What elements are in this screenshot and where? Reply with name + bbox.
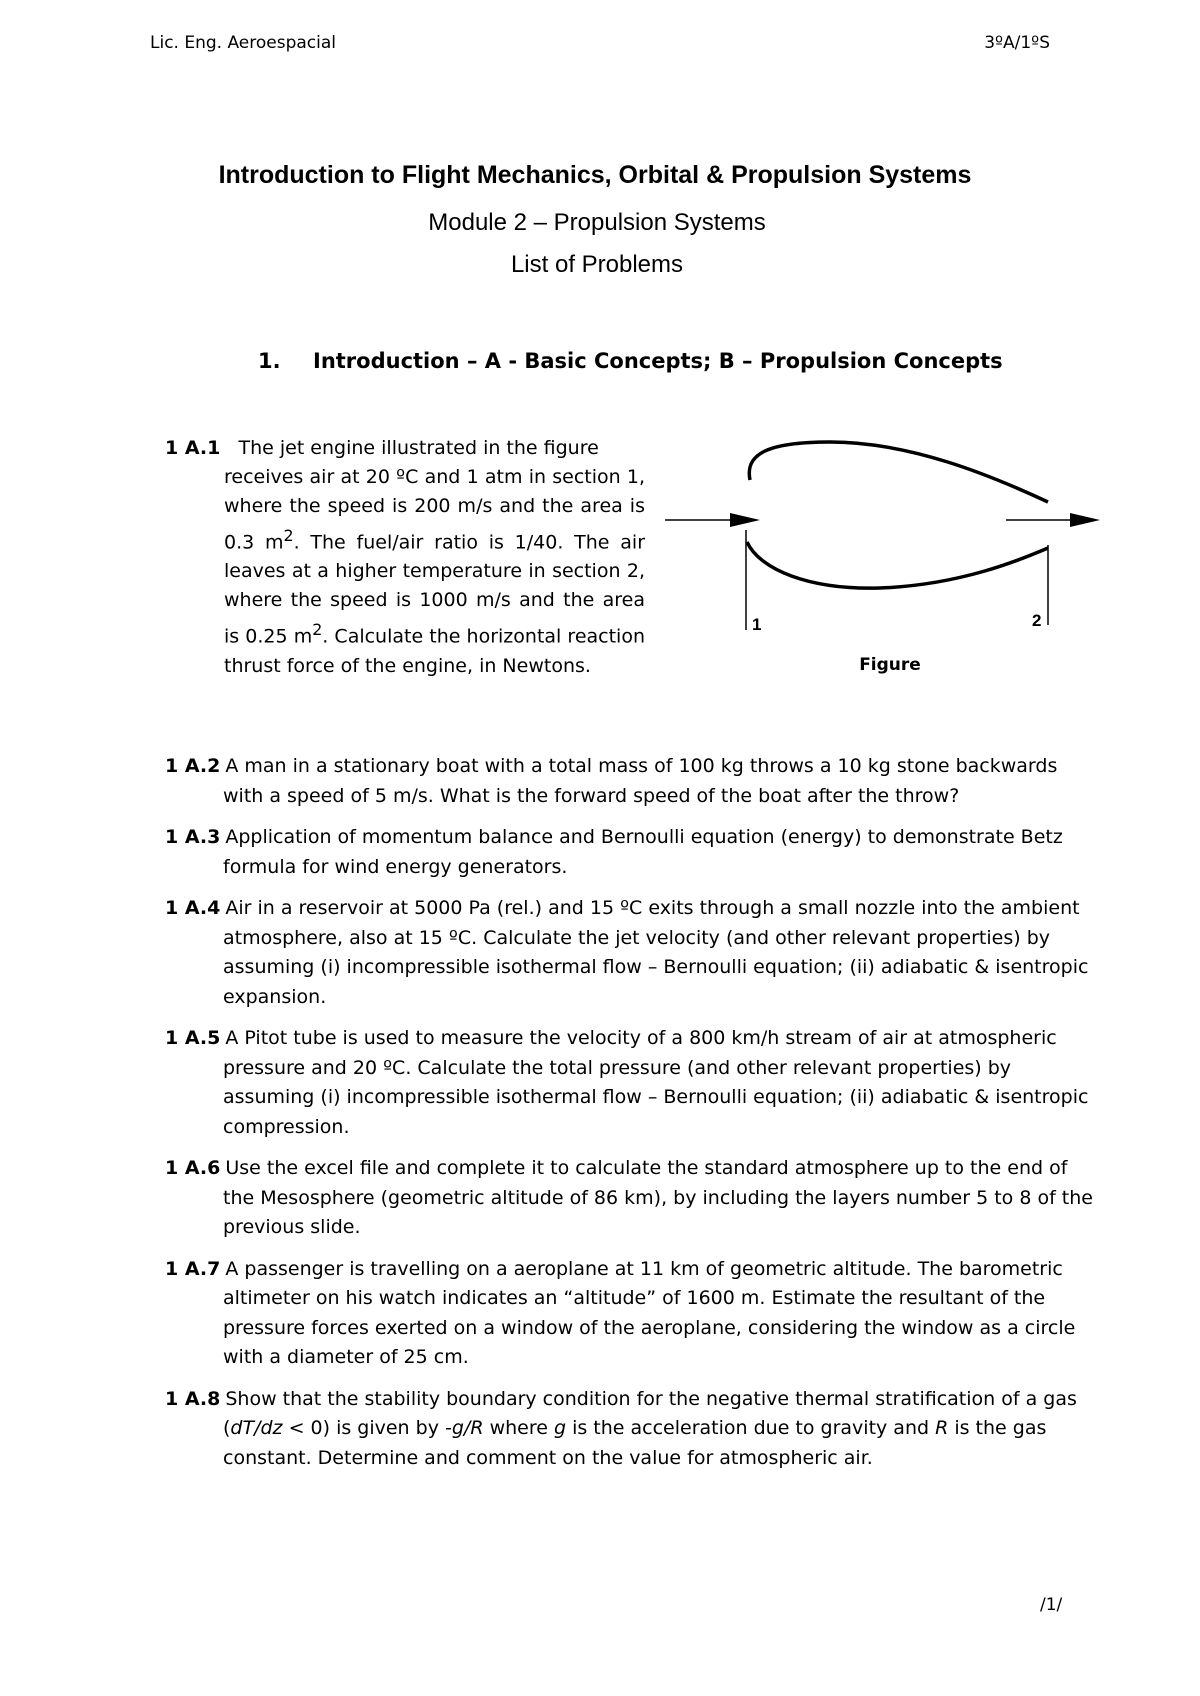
problem-text: is the gas constant. Determine and comment on the value for atmospheric air. — [223, 1417, 1047, 1469]
problem-text: Use the excel file and complete it to calculate the standard atmosphere up to the end of the Mesosphere (geometric altitude of 86 km), by including the layers number 5 to 8 of the previous slide. — [223, 1157, 1093, 1238]
engine-upper-wall — [749, 442, 1048, 502]
problem-1A1 — [165, 434, 645, 681]
problem-id: 1 A.6 — [165, 1157, 221, 1179]
module-subtitle: Module 2 – Propulsion Systems — [428, 209, 766, 236]
list-subtitle: List of Problems — [510, 251, 684, 278]
problem-text: Show that the stability boundary condition for the negative thermal stratification of a gas ( — [223, 1387, 1077, 1439]
problem-id: 1 A.4 — [165, 897, 221, 919]
superscript: 2 — [283, 526, 294, 545]
problem-1A2 — [165, 752, 1100, 811]
document-title: Introduction to Flight Mechanics, Orbital & Propulsion Systems — [218, 161, 972, 189]
problem-list — [165, 752, 1100, 1485]
problem-id: 1 A.7 — [165, 1257, 221, 1280]
problem-text: A Pitot tube is used to measure the velocity of a 800 km/h stream of air at atmospheric pressure and 20 ºC. Calculate the total pressure (and other relevant properties) by assuming (i) incompressible isothermal flow – Bernoulli equation; (ii) adiabatic & isentropic compression. — [223, 1027, 1089, 1138]
problem-1A1-first-line — [165, 434, 645, 463]
section-number: 1. — [258, 349, 281, 373]
problem-text: Application of momentum balance and Bernoulli equation (energy) to demonstrate Betz formula for wind energy generators. — [223, 826, 1063, 878]
italic-term: dT/dz — [230, 1417, 283, 1439]
outlet-arrow-head — [1070, 513, 1100, 527]
problem-id: 1 A.1 — [165, 437, 221, 459]
problem-text: A man in a stationary boat with a total mass of 100 kg throws a 10 kg stone backwards with a speed of 5 m/s. What is the forward speed of the boat after the throw? — [223, 755, 1058, 807]
title-block — [0, 160, 1200, 280]
problem-1A1-text-b: . The fuel/air ratio is 1/40. The air leaves at a higher temperature in section 2, where the speed is 1000 m/s and the area is 0.25 m — [224, 531, 646, 648]
header-course: Lic. Eng. Aeroespacial — [150, 33, 337, 53]
page-header — [150, 33, 1050, 53]
problem-1A8 — [165, 1385, 1100, 1474]
problem-1A1-text-c: . Calculate the horizontal reaction thrust force of the engine, in Newtons. — [224, 625, 645, 677]
problem-id: 1 A.8 — [165, 1387, 221, 1410]
section-1-label: 1 — [752, 615, 762, 634]
problem-text: Air in a reservoir at 5000 Pa (rel.) and 15 ºC exits through a small nozzle into the ambient atmosphere, also at 15 ºC. Calculate the jet velocity (and other relevant properties) by assuming (i) incompressible isothermal flow – Bernoulli equation; (ii) adiabatic & isentropic expansion. — [223, 897, 1089, 1008]
figure-caption: Figure — [859, 655, 921, 675]
problem-1A1-body — [165, 463, 645, 681]
section-2-label: 2 — [1032, 611, 1042, 630]
section-heading — [258, 349, 1003, 373]
problem-text: where — [483, 1417, 554, 1439]
problem-1A5 — [165, 1024, 1100, 1142]
problem-1A6 — [165, 1154, 1100, 1243]
problem-1A7 — [165, 1255, 1100, 1373]
problem-text: A passenger is travelling on a aeroplane at 11 km of geometric altitude. The barometric altimeter on his watch indicates an “altitude” of 1600 m. Estimate the resultant of the pressure forces exerted on a window of the aeroplane, considering the window as a circle with a diameter of 25 cm. — [223, 1257, 1076, 1368]
italic-term: R — [935, 1417, 949, 1439]
italic-term: g — [553, 1417, 567, 1439]
superscript: 2 — [312, 620, 323, 640]
jet-engine-figure — [660, 430, 1110, 655]
problem-1A3 — [165, 823, 1100, 882]
problem-1A4 — [165, 894, 1100, 1012]
page-number: /1/ — [1040, 1595, 1063, 1615]
problem-1A1-text-a: receives air at 20 ºC and 1 atm in section 1, where the speed is 200 m/s and the area is 0.3 m — [224, 466, 645, 554]
header-term: 3ºA/1ºS — [984, 33, 1050, 53]
problem-text: is the acceleration due to gravity and — [566, 1417, 936, 1439]
italic-term: -g/R — [445, 1417, 484, 1439]
engine-lower-wall — [747, 542, 1048, 588]
inlet-arrow-head — [730, 513, 760, 527]
section-title: Introduction – A - Basic Concepts; B – Propulsion Concepts — [313, 349, 1003, 373]
problem-id: 1 A.2 — [165, 755, 221, 777]
problem-id: 1 A.3 — [165, 826, 221, 848]
problem-text: < 0) is given by — [282, 1417, 445, 1439]
problem-1A1-line1: The jet engine illustrated in the figure — [238, 437, 599, 459]
problem-id: 1 A.5 — [165, 1027, 221, 1049]
